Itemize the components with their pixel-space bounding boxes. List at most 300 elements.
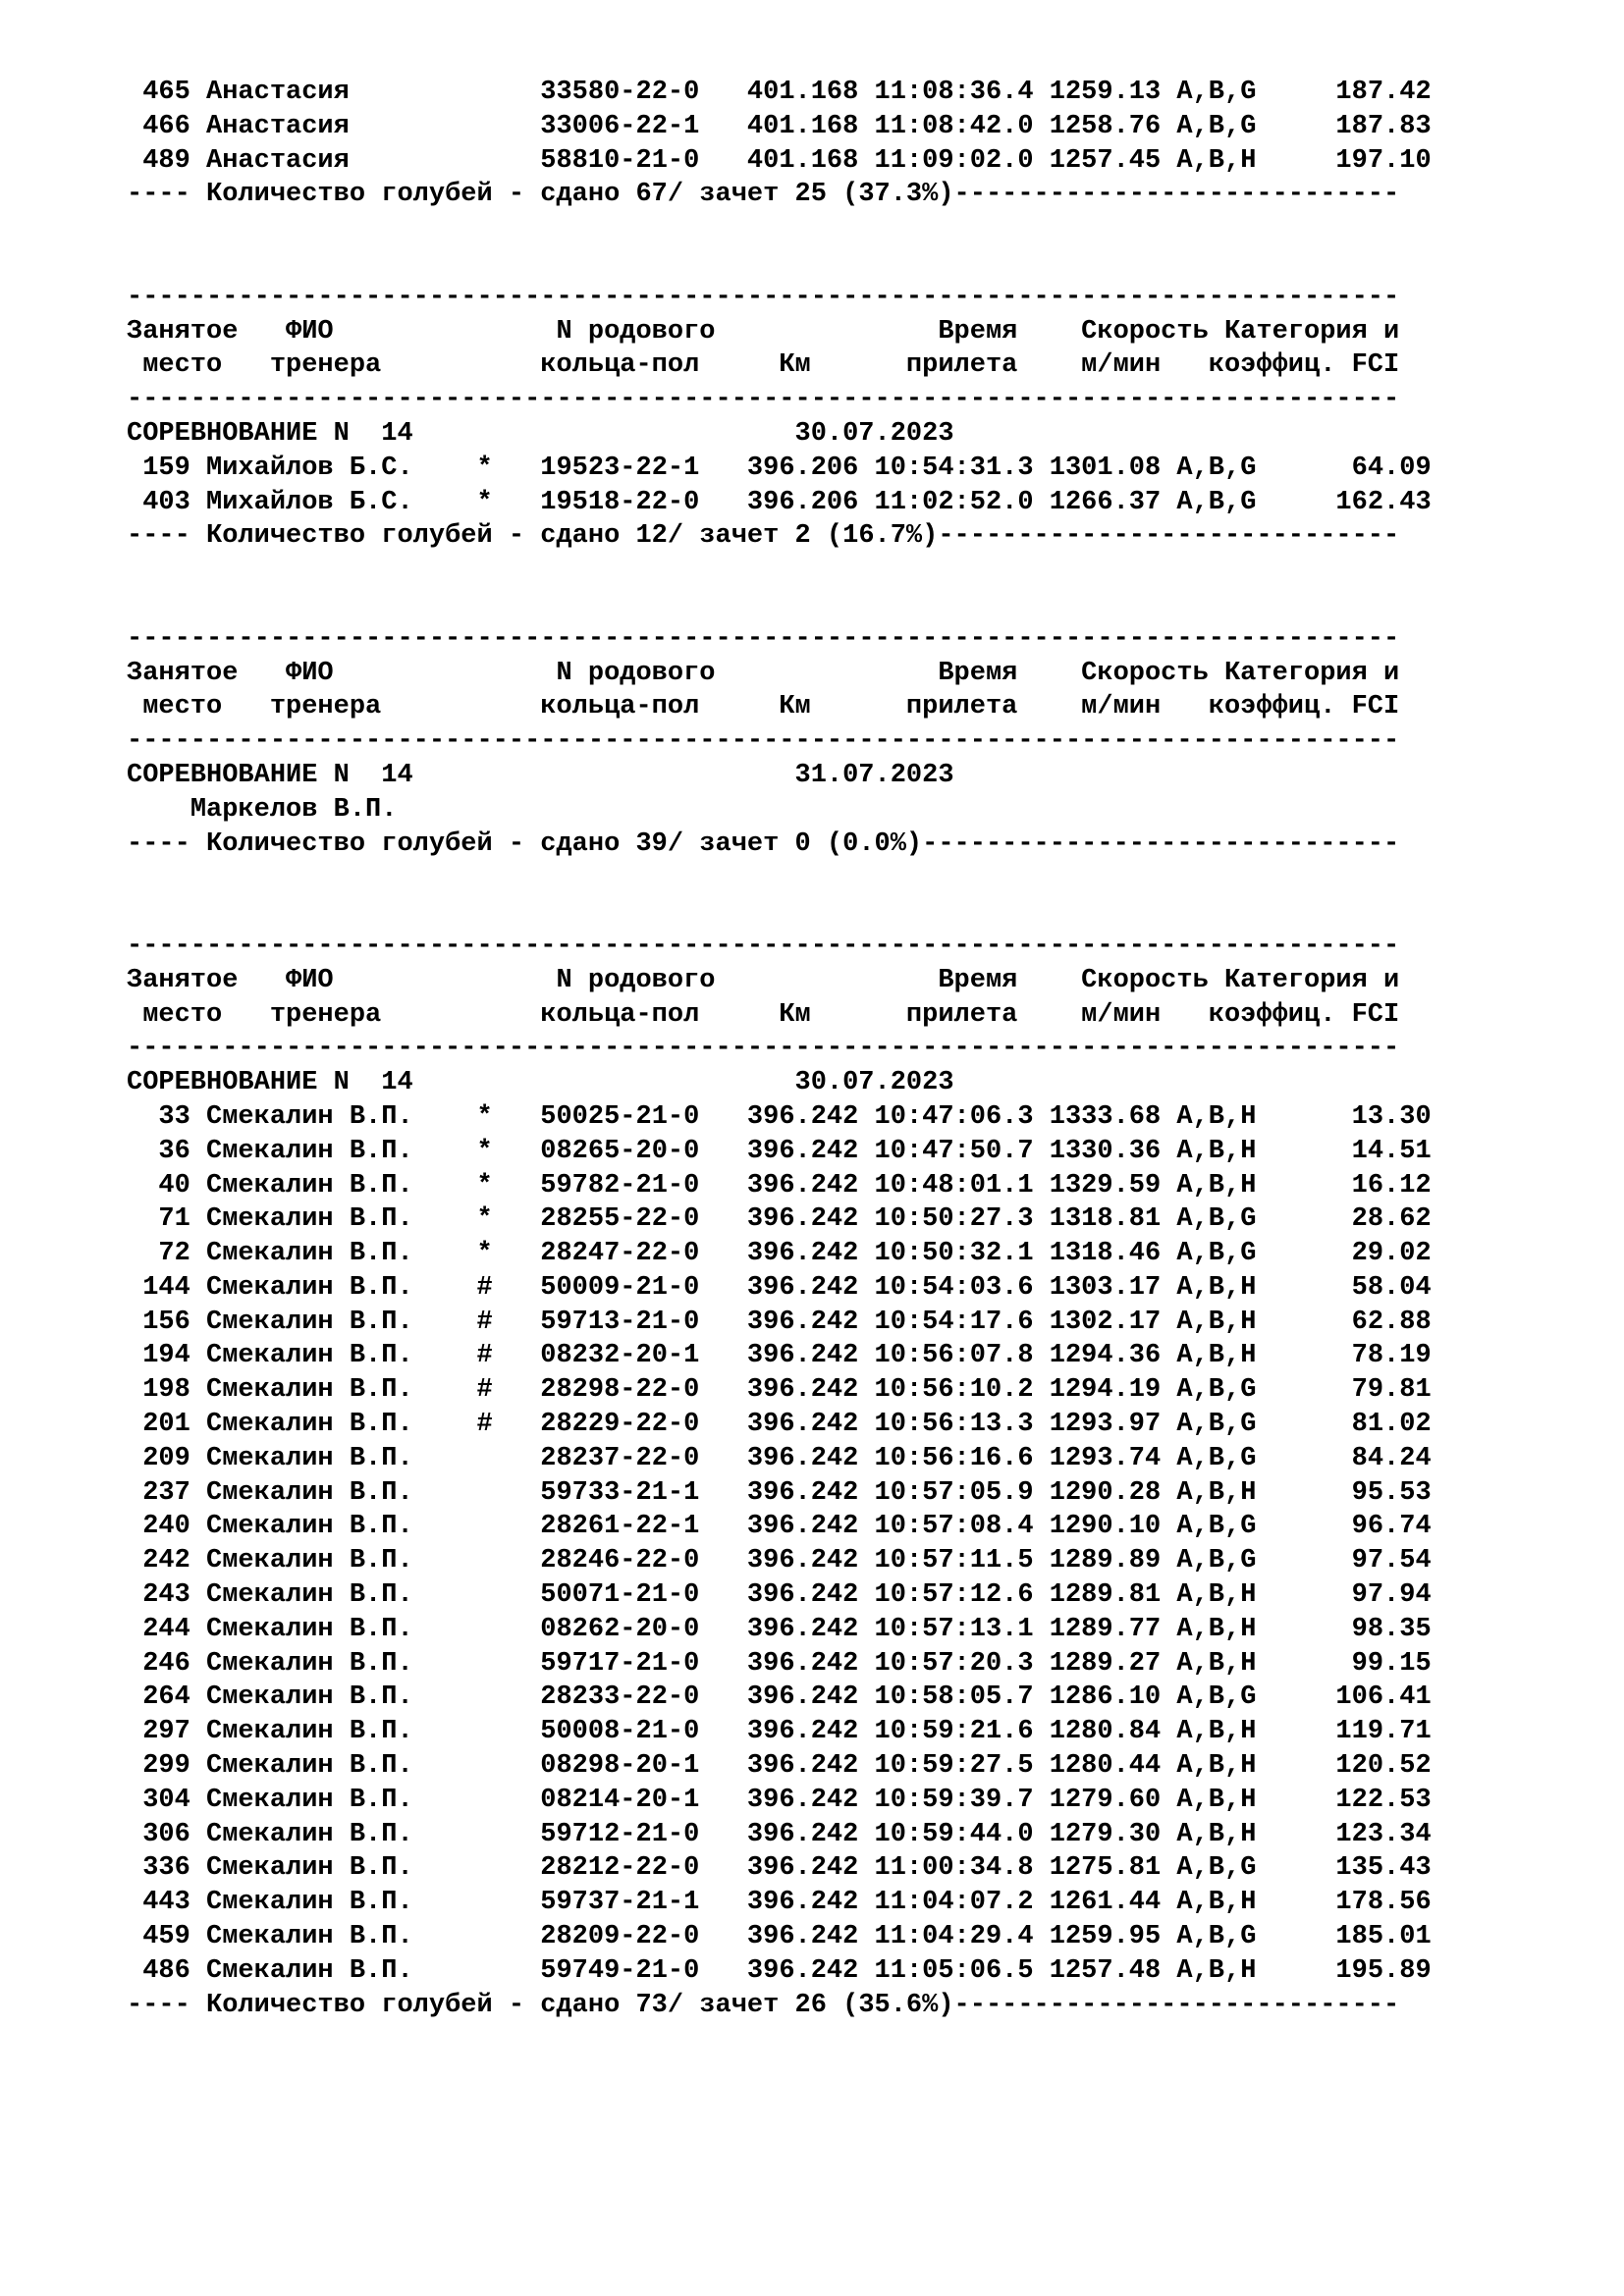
blank-line bbox=[127, 895, 1432, 930]
place-cell: 336 bbox=[127, 1853, 190, 1884]
category-cell: A,B,G bbox=[1176, 1204, 1257, 1235]
competition-line bbox=[127, 1066, 1432, 1100]
rule-line: -------------------------------------------------------------------------------- bbox=[127, 931, 1400, 961]
time-cell: 11:08:42.0 bbox=[874, 111, 1034, 141]
coef-cell: 84.24 bbox=[1272, 1443, 1432, 1473]
ring-cell: 28298-22-0 bbox=[540, 1375, 700, 1406]
speed-cell: 1289.81 bbox=[1049, 1580, 1162, 1611]
km-cell: 396.242 bbox=[746, 1204, 859, 1235]
result-row bbox=[127, 1681, 1432, 1715]
coef-cell: 178.56 bbox=[1272, 1888, 1432, 1918]
blank-line bbox=[127, 554, 1432, 588]
km-cell: 396.206 bbox=[746, 487, 859, 517]
coef-cell: 122.53 bbox=[1272, 1785, 1432, 1815]
speed-cell: 1290.10 bbox=[1049, 1512, 1162, 1542]
category-cell: A,B,G bbox=[1176, 1239, 1257, 1269]
blank-line bbox=[127, 246, 1432, 281]
time-cell: 10:57:05.9 bbox=[874, 1477, 1034, 1508]
mark-cell: # bbox=[476, 1375, 493, 1406]
ring-cell: 28246-22-0 bbox=[540, 1546, 700, 1576]
result-row bbox=[127, 1715, 1432, 1749]
speed-cell: 1303.17 bbox=[1049, 1272, 1162, 1303]
rule-line: -------------------------------------------------------------------------------- bbox=[127, 623, 1400, 654]
category-cell: A,B,H bbox=[1176, 1580, 1257, 1611]
km-cell: 396.242 bbox=[746, 1307, 859, 1337]
km-cell: 396.242 bbox=[746, 1341, 859, 1371]
time-cell: 10:47:50.7 bbox=[874, 1136, 1034, 1166]
result-row bbox=[127, 1169, 1432, 1203]
trainer-cell: Анастасия bbox=[206, 145, 429, 176]
km-cell: 396.242 bbox=[746, 1477, 859, 1508]
km-cell: 396.242 bbox=[746, 1375, 859, 1406]
time-cell: 11:09:02.0 bbox=[874, 145, 1034, 176]
coef-cell: 187.42 bbox=[1272, 78, 1432, 107]
trainer-cell: Смекалин В.П. bbox=[206, 1922, 429, 1952]
trainer-cell: Смекалин В.П. bbox=[206, 1375, 429, 1406]
ring-cell: 28229-22-0 bbox=[540, 1410, 700, 1440]
trainer-cell: Смекалин В.П. bbox=[206, 1853, 429, 1884]
km-cell: 396.242 bbox=[746, 1580, 859, 1611]
speed-cell: 1289.77 bbox=[1049, 1614, 1162, 1644]
trainer-cell: Смекалин В.П. bbox=[206, 1307, 429, 1337]
coef-cell: 162.43 bbox=[1272, 487, 1432, 517]
mark-cell bbox=[476, 1751, 492, 1781]
trainer-cell: Смекалин В.П. bbox=[206, 1204, 429, 1235]
ring-cell: 59737-21-1 bbox=[540, 1888, 700, 1918]
time-cell: 10:57:20.3 bbox=[874, 1648, 1034, 1679]
rule-line: -------------------------------------------------------------------------------- bbox=[127, 1034, 1400, 1064]
trainer-name: Маркелов В.П. bbox=[189, 794, 398, 825]
speed-cell: 1318.46 bbox=[1049, 1239, 1162, 1269]
ring-cell: 50008-21-0 bbox=[540, 1717, 700, 1747]
place-cell: 459 bbox=[127, 1922, 190, 1952]
place-cell: 156 bbox=[127, 1307, 190, 1337]
speed-cell: 1294.19 bbox=[1049, 1375, 1162, 1406]
time-cell: 10:57:11.5 bbox=[874, 1546, 1034, 1576]
place-cell: 242 bbox=[127, 1546, 190, 1576]
speed-cell: 1318.81 bbox=[1049, 1204, 1162, 1235]
speed-cell: 1280.84 bbox=[1049, 1717, 1162, 1747]
mark-cell bbox=[476, 146, 492, 176]
mark-cell bbox=[476, 1682, 492, 1712]
column-header-line-1: Занятое ФИО N родового Время Скорость Категория и bbox=[127, 658, 1400, 688]
category-cell: A,B,G bbox=[1176, 1410, 1257, 1440]
ring-cell: 28209-22-0 bbox=[540, 1922, 700, 1952]
coef-cell: 99.15 bbox=[1272, 1648, 1432, 1679]
place-cell: 244 bbox=[127, 1614, 190, 1644]
place-cell: 144 bbox=[127, 1272, 190, 1303]
coef-cell: 13.30 bbox=[1272, 1101, 1432, 1132]
coef-cell: 185.01 bbox=[1272, 1922, 1432, 1952]
trainer-cell: Смекалин В.П. bbox=[206, 1717, 429, 1747]
trainer-cell: Смекалин В.П. bbox=[206, 1580, 429, 1611]
time-cell: 10:59:39.7 bbox=[874, 1785, 1034, 1815]
speed-cell: 1329.59 bbox=[1049, 1170, 1162, 1201]
place-cell: 246 bbox=[127, 1648, 190, 1679]
blank-line bbox=[127, 861, 1432, 895]
km-cell: 396.242 bbox=[746, 1785, 859, 1815]
competition-label: СОРЕВНОВАНИЕ N 14 bbox=[127, 418, 795, 449]
category-cell: A,B,H bbox=[1176, 145, 1257, 176]
ring-cell: 59749-21-0 bbox=[540, 1955, 700, 1986]
coef-cell: 62.88 bbox=[1272, 1307, 1432, 1337]
place-cell: 466 bbox=[127, 111, 190, 141]
place-cell: 486 bbox=[127, 1955, 190, 1986]
ring-cell: 59717-21-0 bbox=[540, 1648, 700, 1679]
trainer-cell: Анастасия bbox=[206, 111, 429, 141]
time-cell: 11:08:36.4 bbox=[874, 78, 1034, 107]
time-cell: 10:50:27.3 bbox=[874, 1204, 1034, 1235]
ring-cell: 33006-22-1 bbox=[540, 111, 700, 141]
place-cell: 240 bbox=[127, 1512, 190, 1542]
coef-cell: 29.02 bbox=[1272, 1239, 1432, 1269]
coef-cell: 28.62 bbox=[1272, 1204, 1432, 1235]
category-cell: A,B,H bbox=[1176, 1477, 1257, 1508]
trainer-cell: Смекалин В.П. bbox=[206, 1785, 429, 1815]
result-row bbox=[127, 76, 1432, 110]
ring-cell: 28247-22-0 bbox=[540, 1239, 700, 1269]
place-cell: 72 bbox=[127, 1239, 190, 1269]
result-row bbox=[127, 1339, 1432, 1373]
km-cell: 396.242 bbox=[746, 1922, 859, 1952]
ring-cell: 28212-22-0 bbox=[540, 1853, 700, 1884]
km-cell: 396.242 bbox=[746, 1170, 859, 1201]
result-row bbox=[127, 1920, 1432, 1954]
place-cell: 297 bbox=[127, 1717, 190, 1747]
mark-cell bbox=[476, 78, 492, 107]
mark-cell bbox=[476, 112, 492, 141]
category-cell: A,B,G bbox=[1176, 78, 1257, 107]
coef-cell: 95.53 bbox=[1272, 1477, 1432, 1508]
coef-cell: 14.51 bbox=[1272, 1136, 1432, 1166]
speed-cell: 1294.36 bbox=[1049, 1341, 1162, 1371]
competition-line bbox=[127, 417, 1432, 452]
km-cell: 401.168 bbox=[746, 111, 859, 141]
summary-line: ---- Количество голубей - сдано 12/ зачет 2 (16.7%)----------------------------- bbox=[127, 521, 1400, 552]
time-cell: 10:59:21.6 bbox=[874, 1717, 1034, 1747]
category-cell: A,B,H bbox=[1176, 1819, 1257, 1849]
ring-cell: 08214-20-1 bbox=[540, 1785, 700, 1815]
column-header-line-2: место тренера кольца-пол Км прилета м/мин коэффиц. FCI bbox=[127, 999, 1400, 1030]
coef-cell: 135.43 bbox=[1272, 1853, 1432, 1884]
trainer-cell: Смекалин В.П. bbox=[206, 1410, 429, 1440]
category-cell: A,B,H bbox=[1176, 1307, 1257, 1337]
result-row bbox=[127, 1237, 1432, 1271]
coef-cell: 187.83 bbox=[1272, 111, 1432, 141]
category-cell: A,B,H bbox=[1176, 1136, 1257, 1166]
ring-cell: 50071-21-0 bbox=[540, 1580, 700, 1611]
trainer-cell: Смекалин В.П. bbox=[206, 1819, 429, 1849]
place-cell: 306 bbox=[127, 1819, 190, 1849]
speed-cell: 1289.27 bbox=[1049, 1648, 1162, 1679]
category-cell: A,B,G bbox=[1176, 1546, 1257, 1576]
results-sheet bbox=[127, 76, 1432, 2022]
category-cell: A,B,H bbox=[1176, 1614, 1257, 1644]
km-cell: 396.242 bbox=[746, 1955, 859, 1986]
time-cell: 10:56:16.6 bbox=[874, 1443, 1034, 1473]
place-cell: 299 bbox=[127, 1751, 190, 1782]
mark-cell: * bbox=[476, 487, 493, 517]
time-cell: 10:50:32.1 bbox=[874, 1239, 1034, 1269]
speed-cell: 1259.95 bbox=[1049, 1922, 1162, 1952]
mark-cell: * bbox=[476, 1204, 493, 1235]
speed-cell: 1258.76 bbox=[1049, 111, 1162, 141]
competition-label: СОРЕВНОВАНИЕ N 14 bbox=[127, 760, 795, 790]
km-cell: 396.242 bbox=[746, 1648, 859, 1679]
mark-cell: * bbox=[476, 453, 493, 483]
category-cell: A,B,H bbox=[1176, 1101, 1257, 1132]
column-header-line-1: Занятое ФИО N родового Время Скорость Категория и bbox=[127, 965, 1400, 995]
coef-cell: 16.12 bbox=[1272, 1170, 1432, 1201]
category-cell: A,B,G bbox=[1176, 453, 1257, 483]
mark-cell: # bbox=[476, 1272, 493, 1303]
km-cell: 396.242 bbox=[746, 1239, 859, 1269]
km-cell: 396.242 bbox=[746, 1614, 859, 1644]
time-cell: 10:56:13.3 bbox=[874, 1410, 1034, 1440]
mark-cell bbox=[476, 1512, 492, 1541]
km-cell: 396.242 bbox=[746, 1272, 859, 1303]
coef-cell: 81.02 bbox=[1272, 1410, 1432, 1440]
mark-cell bbox=[476, 1580, 492, 1610]
trainer-cell: Смекалин В.П. bbox=[206, 1614, 429, 1644]
rule-line: -------------------------------------------------------------------------------- bbox=[127, 726, 1400, 757]
rule-line: -------------------------------------------------------------------------------- bbox=[127, 385, 1400, 415]
trainer-cell: Смекалин В.П. bbox=[206, 1272, 429, 1303]
result-row bbox=[127, 1442, 1432, 1476]
mark-cell: * bbox=[476, 1136, 493, 1166]
trainer-cell: Смекалин В.П. bbox=[206, 1170, 429, 1201]
mark-cell: # bbox=[476, 1307, 493, 1337]
time-cell: 10:54:31.3 bbox=[874, 453, 1034, 483]
ring-cell: 59712-21-0 bbox=[540, 1819, 700, 1849]
time-cell: 10:59:27.5 bbox=[874, 1751, 1034, 1782]
km-cell: 396.242 bbox=[746, 1546, 859, 1576]
trainer-cell: Смекалин В.П. bbox=[206, 1955, 429, 1986]
mark-cell bbox=[476, 1786, 492, 1815]
speed-cell: 1279.60 bbox=[1049, 1785, 1162, 1815]
result-row bbox=[127, 144, 1432, 179]
ring-cell: 08298-20-1 bbox=[540, 1751, 700, 1782]
mark-cell: # bbox=[476, 1410, 493, 1440]
trainer-cell: Смекалин В.П. bbox=[206, 1136, 429, 1166]
trainer-cell: Анастасия bbox=[206, 78, 429, 107]
result-row bbox=[127, 1100, 1432, 1135]
time-cell: 10:58:05.7 bbox=[874, 1682, 1034, 1713]
category-cell: A,B,H bbox=[1176, 1785, 1257, 1815]
rule-line: -------------------------------------------------------------------------------- bbox=[127, 282, 1400, 312]
coef-cell: 58.04 bbox=[1272, 1272, 1432, 1303]
place-cell: 198 bbox=[127, 1375, 190, 1406]
km-cell: 396.242 bbox=[746, 1717, 859, 1747]
ring-cell: 28233-22-0 bbox=[540, 1682, 700, 1713]
ring-cell: 59713-21-0 bbox=[540, 1307, 700, 1337]
result-row bbox=[127, 1271, 1432, 1306]
mark-cell bbox=[476, 1853, 492, 1883]
competition-date: 30.07.2023 bbox=[794, 1068, 954, 1098]
speed-cell: 1257.48 bbox=[1049, 1955, 1162, 1986]
mark-cell bbox=[476, 1888, 492, 1917]
mark-cell bbox=[476, 1956, 492, 1986]
result-row bbox=[127, 452, 1432, 486]
coef-cell: 123.34 bbox=[1272, 1819, 1432, 1849]
time-cell: 10:59:44.0 bbox=[874, 1819, 1034, 1849]
km-cell: 396.242 bbox=[746, 1443, 859, 1473]
km-cell: 396.242 bbox=[746, 1853, 859, 1884]
ring-cell: 50025-21-0 bbox=[540, 1101, 700, 1132]
result-row bbox=[127, 486, 1432, 520]
category-cell: A,B,G bbox=[1176, 1375, 1257, 1406]
category-cell: A,B,G bbox=[1176, 111, 1257, 141]
place-cell: 201 bbox=[127, 1410, 190, 1440]
km-cell: 401.168 bbox=[746, 78, 859, 107]
result-row bbox=[127, 1647, 1432, 1682]
speed-cell: 1290.28 bbox=[1049, 1477, 1162, 1508]
ring-cell: 19523-22-1 bbox=[540, 453, 700, 483]
place-cell: 403 bbox=[127, 487, 190, 517]
km-cell: 396.242 bbox=[746, 1512, 859, 1542]
result-row bbox=[127, 1578, 1432, 1613]
coef-cell: 195.89 bbox=[1272, 1955, 1432, 1986]
ring-cell: 08265-20-0 bbox=[540, 1136, 700, 1166]
km-cell: 401.168 bbox=[746, 145, 859, 176]
category-cell: A,B,H bbox=[1176, 1272, 1257, 1303]
category-cell: A,B,H bbox=[1176, 1955, 1257, 1986]
speed-cell: 1280.44 bbox=[1049, 1751, 1162, 1782]
trainer-cell: Смекалин В.П. bbox=[206, 1341, 429, 1371]
trainer-only-line bbox=[127, 793, 1432, 828]
result-row bbox=[127, 1954, 1432, 1989]
km-cell: 396.242 bbox=[746, 1888, 859, 1918]
mark-cell bbox=[476, 1444, 492, 1473]
speed-cell: 1293.74 bbox=[1049, 1443, 1162, 1473]
result-row bbox=[127, 1306, 1432, 1340]
speed-cell: 1275.81 bbox=[1049, 1853, 1162, 1884]
competition-date: 31.07.2023 bbox=[794, 760, 954, 790]
category-cell: A,B,H bbox=[1176, 1751, 1257, 1782]
mark-cell bbox=[476, 1546, 492, 1575]
speed-cell: 1333.68 bbox=[1049, 1101, 1162, 1132]
coef-cell: 78.19 bbox=[1272, 1341, 1432, 1371]
mark-cell bbox=[476, 1820, 492, 1849]
mark-cell bbox=[476, 1615, 492, 1644]
trainer-cell: Смекалин В.П. bbox=[206, 1443, 429, 1473]
place-cell: 33 bbox=[127, 1101, 190, 1132]
coef-cell: 98.35 bbox=[1272, 1614, 1432, 1644]
summary-line: ---- Количество голубей - сдано 67/ зачет 25 (37.3%)---------------------------- bbox=[127, 180, 1400, 210]
category-cell: A,B,G bbox=[1176, 1922, 1257, 1952]
summary-line: ---- Количество голубей - сдано 73/ зачет 26 (35.6%)---------------------------- bbox=[127, 1990, 1400, 2020]
time-cell: 10:54:17.6 bbox=[874, 1307, 1034, 1337]
ring-cell: 28261-22-1 bbox=[540, 1512, 700, 1542]
time-cell: 11:04:29.4 bbox=[874, 1922, 1034, 1952]
place-cell: 40 bbox=[127, 1170, 190, 1201]
result-row bbox=[127, 1544, 1432, 1578]
trainer-cell: Смекалин В.П. bbox=[206, 1648, 429, 1679]
time-cell: 10:54:03.6 bbox=[874, 1272, 1034, 1303]
time-cell: 11:04:07.2 bbox=[874, 1888, 1034, 1918]
category-cell: A,B,H bbox=[1176, 1888, 1257, 1918]
time-cell: 11:05:06.5 bbox=[874, 1955, 1034, 1986]
speed-cell: 1261.44 bbox=[1049, 1888, 1162, 1918]
ring-cell: 50009-21-0 bbox=[540, 1272, 700, 1303]
ring-cell: 19518-22-0 bbox=[540, 487, 700, 517]
place-cell: 243 bbox=[127, 1580, 190, 1611]
trainer-cell: Смекалин В.П. bbox=[206, 1888, 429, 1918]
result-row bbox=[127, 1613, 1432, 1647]
time-cell: 10:56:10.2 bbox=[874, 1375, 1034, 1406]
ring-cell: 59733-21-1 bbox=[540, 1477, 700, 1508]
speed-cell: 1289.89 bbox=[1049, 1546, 1162, 1576]
mark-cell bbox=[476, 1717, 492, 1746]
result-row bbox=[127, 1886, 1432, 1920]
trainer-cell: Михайлов Б.С. bbox=[206, 487, 429, 517]
mark-cell bbox=[476, 1478, 492, 1508]
speed-cell: 1301.08 bbox=[1049, 453, 1162, 483]
place-cell: 71 bbox=[127, 1204, 190, 1235]
place-cell: 209 bbox=[127, 1443, 190, 1473]
category-cell: A,B,G bbox=[1176, 1512, 1257, 1542]
column-header-line-2: место тренера кольца-пол Км прилета м/мин коэффиц. FCI bbox=[127, 350, 1400, 381]
speed-cell: 1259.13 bbox=[1049, 78, 1162, 107]
ring-cell: 33580-22-0 bbox=[540, 78, 700, 107]
trainer-cell: Смекалин В.П. bbox=[206, 1682, 429, 1713]
time-cell: 10:57:08.4 bbox=[874, 1512, 1034, 1542]
trainer-cell: Смекалин В.П. bbox=[206, 1546, 429, 1576]
category-cell: A,B,H bbox=[1176, 1717, 1257, 1747]
time-cell: 11:00:34.8 bbox=[874, 1853, 1034, 1884]
mark-cell: * bbox=[476, 1239, 493, 1269]
place-cell: 264 bbox=[127, 1682, 190, 1713]
speed-cell: 1330.36 bbox=[1049, 1136, 1162, 1166]
km-cell: 396.242 bbox=[746, 1101, 859, 1132]
result-row bbox=[127, 1784, 1432, 1818]
place-cell: 36 bbox=[127, 1136, 190, 1166]
place-cell: 237 bbox=[127, 1477, 190, 1508]
km-cell: 396.242 bbox=[746, 1819, 859, 1849]
competition-line bbox=[127, 759, 1432, 793]
mark-cell: * bbox=[476, 1101, 493, 1132]
km-cell: 396.242 bbox=[746, 1410, 859, 1440]
time-cell: 10:47:06.3 bbox=[874, 1101, 1034, 1132]
ring-cell: 59782-21-0 bbox=[540, 1170, 700, 1201]
km-cell: 396.242 bbox=[746, 1751, 859, 1782]
ring-cell: 08232-20-1 bbox=[540, 1341, 700, 1371]
coef-cell: 96.74 bbox=[1272, 1512, 1432, 1542]
result-row bbox=[127, 1749, 1432, 1784]
coef-cell: 97.54 bbox=[1272, 1546, 1432, 1576]
category-cell: A,B,G bbox=[1176, 1443, 1257, 1473]
trainer-cell: Смекалин В.П. bbox=[206, 1512, 429, 1542]
coef-cell: 97.94 bbox=[1272, 1580, 1432, 1611]
time-cell: 10:48:01.1 bbox=[874, 1170, 1034, 1201]
category-cell: A,B,H bbox=[1176, 1170, 1257, 1201]
place-cell: 159 bbox=[127, 453, 190, 483]
speed-cell: 1293.97 bbox=[1049, 1410, 1162, 1440]
result-row bbox=[127, 1135, 1432, 1169]
speed-cell: 1302.17 bbox=[1049, 1307, 1162, 1337]
mark-cell bbox=[476, 1922, 492, 1951]
result-row bbox=[127, 110, 1432, 144]
mark-cell bbox=[476, 1649, 492, 1679]
ring-cell: 28237-22-0 bbox=[540, 1443, 700, 1473]
ring-cell: 58810-21-0 bbox=[540, 145, 700, 176]
result-row bbox=[127, 1373, 1432, 1408]
trainer-cell: Смекалин В.П. bbox=[206, 1751, 429, 1782]
km-cell: 396.206 bbox=[746, 453, 859, 483]
trainer-cell: Смекалин В.П. bbox=[206, 1239, 429, 1269]
time-cell: 10:57:12.6 bbox=[874, 1580, 1034, 1611]
place-cell: 489 bbox=[127, 145, 190, 176]
